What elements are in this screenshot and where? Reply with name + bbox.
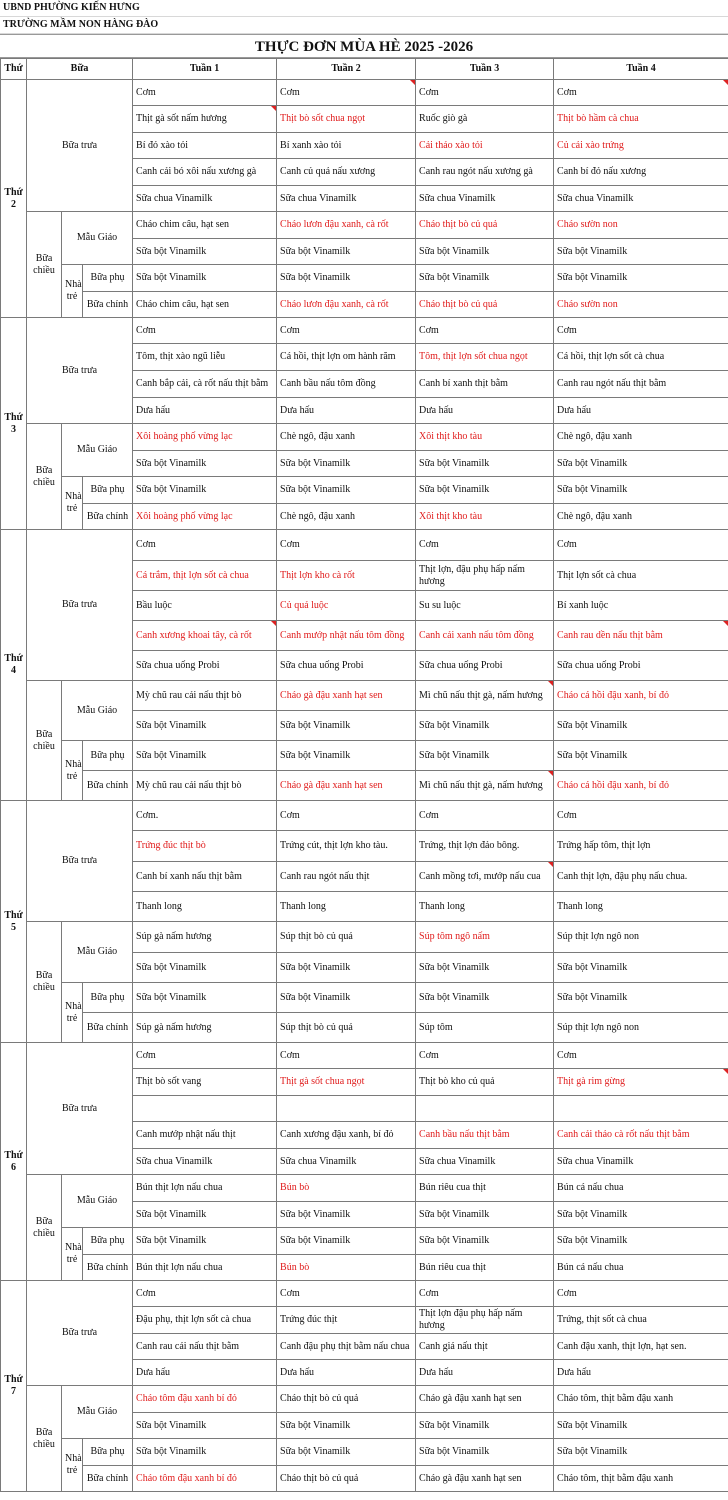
menu-cell: Cháo tôm đậu xanh bí đỏ	[133, 1386, 277, 1413]
menu-cell: Canh rau cải nấu thịt bằm	[133, 1334, 277, 1360]
col-week-3: Tuần 3	[416, 59, 554, 80]
menu-cell: Trứng, thịt sốt cà chua	[554, 1307, 728, 1334]
day-label: Thứ 4	[1, 530, 27, 801]
menu-cell: Cháo thịt bò củ quả	[416, 292, 554, 318]
menu-cell: Dưa hấu	[277, 1360, 416, 1386]
menu-cell: Canh mồng tơi, mướp nấu cua	[416, 862, 554, 892]
menu-cell: Sữa chua Vinamilk	[133, 1149, 277, 1175]
table-row	[1, 477, 728, 504]
menu-cell: Sữa bột Vinamilk	[554, 1228, 728, 1255]
menu-cell: Súp gà nấm hương	[133, 922, 277, 953]
menu-cell: Sữa bột Vinamilk	[416, 1413, 554, 1439]
col-week-1: Tuần 1	[133, 59, 277, 80]
meal-afternoon-label: Bữa chiều	[27, 922, 62, 1043]
bua-phu-label: Bữa phụ	[83, 1228, 133, 1255]
menu-cell: Sữa bột Vinamilk	[416, 1439, 554, 1466]
menu-cell: Cơm	[133, 1043, 277, 1069]
menu-cell: Bún riêu cua thịt	[416, 1255, 554, 1281]
menu-cell: Củ quả luộc	[277, 591, 416, 621]
menu-cell: Trứng hấp tôm, thịt lợn	[554, 831, 728, 862]
menu-cell: Canh xương đậu xanh, bí đỏ	[277, 1122, 416, 1149]
menu-cell: Súp thịt lợn ngô non	[554, 1013, 728, 1043]
menu-cell: Thịt bò sốt chua ngọt	[277, 106, 416, 133]
menu-cell: Cơm	[277, 530, 416, 561]
menu-cell: Cơm	[277, 1281, 416, 1307]
menu-cell: Dưa hấu	[416, 398, 554, 424]
group-mau-giao-label: Mẫu Giáo	[62, 1175, 133, 1228]
menu-cell: Mì chũ nấu thịt gà, nấm hương	[416, 681, 554, 711]
meal-afternoon-label: Bữa chiều	[27, 212, 62, 318]
menu-cell: Cháo thịt bò củ quả	[277, 1466, 416, 1492]
menu-cell: Sữa bột Vinamilk	[133, 265, 277, 292]
menu-cell: Cháo lươn đậu xanh, cà rốt	[277, 292, 416, 318]
menu-cell: Thịt bò hầm cà chua	[554, 106, 728, 133]
menu-cell: Cơm	[416, 318, 554, 344]
menu-cell: Sữa bột Vinamilk	[554, 477, 728, 504]
menu-cell: Canh xương khoai tây, cà rốt	[133, 621, 277, 651]
menu-cell: Sữa bột Vinamilk	[133, 1202, 277, 1228]
day-label: Thứ 6	[1, 1043, 27, 1281]
menu-cell: Cơm	[554, 318, 728, 344]
menu-cell: Súp tôm ngô nấm	[416, 922, 554, 953]
menu-cell: Thịt lợn đậu phụ hấp nấm hương	[416, 1307, 554, 1334]
menu-cell: Sữa bột Vinamilk	[133, 477, 277, 504]
menu-cell: Bún cá nấu chua	[554, 1255, 728, 1281]
menu-cell: Bún thịt lợn nấu chua	[133, 1255, 277, 1281]
menu-cell: Xôi thịt kho tàu	[416, 424, 554, 451]
menu-cell: Súp thịt lợn ngô non	[554, 922, 728, 953]
menu-cell: Cơm	[554, 1281, 728, 1307]
menu-cell: Sữa bột Vinamilk	[277, 711, 416, 741]
table-row	[1, 771, 728, 801]
menu-cell: Thịt gà sốt nấm hương	[133, 106, 277, 133]
menu-cell: Xôi hoàng phố vừng lạc	[133, 424, 277, 451]
menu-cell: Cháo chim câu, hạt sen	[133, 212, 277, 239]
table-row	[1, 1043, 728, 1069]
menu-cell: Sữa chua Vinamilk	[554, 186, 728, 212]
col-bua: Bữa	[27, 59, 133, 80]
group-mau-giao-label: Mẫu Giáo	[62, 212, 133, 265]
menu-cell: Sữa bột Vinamilk	[133, 1228, 277, 1255]
menu-cell: Sữa chua Vinamilk	[416, 1149, 554, 1175]
menu-cell: Cháo tôm, thịt bằm đậu xanh	[554, 1386, 728, 1413]
bua-chinh-label: Bữa chính	[83, 504, 133, 530]
menu-cell: Sữa chua uống Probi	[554, 651, 728, 681]
menu-cell: Sữa bột Vinamilk	[277, 741, 416, 771]
menu-cell: Trứng đúc thịt bò	[133, 831, 277, 862]
menu-cell: Canh cải xanh nấu tôm đồng	[416, 621, 554, 651]
menu-cell: Cháo cá hồi đậu xanh, bí đỏ	[554, 681, 728, 711]
menu-cell: Dưa hấu	[277, 398, 416, 424]
menu-cell: Củ cải xào trứng	[554, 133, 728, 159]
menu-cell: Cơm	[416, 801, 554, 831]
day-label: Thứ 7	[1, 1281, 27, 1492]
menu-cell: Sữa bột Vinamilk	[277, 1439, 416, 1466]
menu-cell: Cơm	[133, 80, 277, 106]
menu-cell: Sữa bột Vinamilk	[416, 741, 554, 771]
menu-cell: Trứng đúc thịt	[277, 1307, 416, 1334]
menu-cell: Sữa bột Vinamilk	[133, 953, 277, 983]
menu-cell: Canh giá nấu thịt	[416, 1334, 554, 1360]
group-nha-tre-label: Nhà trẻ	[62, 477, 83, 530]
menu-cell	[416, 1096, 554, 1122]
bua-chinh-label: Bữa chính	[83, 292, 133, 318]
menu-cell: Cháo tôm, thịt bằm đậu xanh	[554, 1466, 728, 1492]
menu-cell: Thịt gà rim gừng	[554, 1069, 728, 1096]
menu-cell: Cháo thịt bò củ quả	[416, 212, 554, 239]
menu-cell: Sữa chua Vinamilk	[416, 186, 554, 212]
menu-cell: Đậu phụ, thịt lợn sốt cà chua	[133, 1307, 277, 1334]
menu-cell: Cá hồi, thịt lợn sốt cà chua	[554, 344, 728, 371]
meal-lunch-label: Bữa trưa	[27, 530, 133, 681]
menu-cell: Thịt lợn kho cà rốt	[277, 561, 416, 591]
menu-cell: Sữa bột Vinamilk	[554, 953, 728, 983]
group-mau-giao-label: Mẫu Giáo	[62, 424, 133, 477]
table-row	[1, 1386, 728, 1413]
menu-cell: Xôi thịt kho tàu	[416, 504, 554, 530]
menu-cell: Thanh long	[277, 892, 416, 922]
menu-cell: Cháo sườn non	[554, 292, 728, 318]
menu-cell: Dưa hấu	[416, 1360, 554, 1386]
header-row	[1, 59, 728, 80]
menu-cell: Dưa hấu	[554, 398, 728, 424]
menu-cell: Thanh long	[554, 892, 728, 922]
menu-cell: Canh bí xanh nấu thịt bằm	[133, 862, 277, 892]
menu-cell: Cháo cá hồi đậu xanh, bí đỏ	[554, 771, 728, 801]
menu-cell	[133, 1096, 277, 1122]
col-week-4: Tuần 4	[554, 59, 728, 80]
menu-cell: Chè ngô, đậu xanh	[554, 504, 728, 530]
menu-cell: Súp gà nấm hương	[133, 1013, 277, 1043]
menu-cell: Cơm	[416, 530, 554, 561]
table-row	[1, 1228, 728, 1255]
menu-cell: Ruốc giò gà	[416, 106, 554, 133]
menu-cell: Sữa bột Vinamilk	[133, 239, 277, 265]
table-row	[1, 80, 728, 106]
menu-cell: Cơm	[554, 80, 728, 106]
table-row	[1, 292, 728, 318]
menu-cell: Tôm, thịt xào ngũ liễu	[133, 344, 277, 371]
menu-cell: Bún cá nấu chua	[554, 1175, 728, 1202]
menu-cell: Cháo gà đậu xanh hạt sen	[416, 1466, 554, 1492]
menu-cell: Cơm	[416, 1043, 554, 1069]
menu-cell: Cơm.	[133, 801, 277, 831]
menu-cell: Xôi hoàng phố vừng lạc	[133, 504, 277, 530]
menu-cell: Sữa bột Vinamilk	[416, 451, 554, 477]
menu-cell: Su su luộc	[416, 591, 554, 621]
menu-cell: Sữa chua Vinamilk	[277, 1149, 416, 1175]
col-thu: Thứ	[1, 59, 27, 80]
menu-cell: Canh củ quả nấu xương	[277, 159, 416, 186]
menu-cell: Sữa bột Vinamilk	[277, 1413, 416, 1439]
menu-cell: Sữa bột Vinamilk	[554, 265, 728, 292]
school-name: TRƯỜNG MẦM NON HÀNG ĐÀO	[0, 17, 728, 34]
table-row	[1, 530, 728, 561]
menu-cell: Sữa bột Vinamilk	[554, 239, 728, 265]
menu-cell: Bí đỏ xào tỏi	[133, 133, 277, 159]
bua-phu-label: Bữa phụ	[83, 983, 133, 1013]
table-row	[1, 801, 728, 831]
menu-cell: Trứng cút, thịt lợn kho tàu.	[277, 831, 416, 862]
menu-cell: Canh rau ngót nấu xương gà	[416, 159, 554, 186]
menu-cell: Dưa hấu	[554, 1360, 728, 1386]
table-row	[1, 1175, 728, 1202]
menu-cell: Mỳ chũ rau cải nấu thịt bò	[133, 771, 277, 801]
day-label: Thứ 5	[1, 801, 27, 1043]
menu-cell	[554, 1096, 728, 1122]
table-row	[1, 212, 728, 239]
menu-cell: Bún bò	[277, 1255, 416, 1281]
menu-cell: Sữa chua Vinamilk	[554, 1149, 728, 1175]
menu-cell: Sữa bột Vinamilk	[554, 711, 728, 741]
menu-cell: Cơm	[133, 530, 277, 561]
meal-afternoon-label: Bữa chiều	[27, 681, 62, 801]
table-row	[1, 1013, 728, 1043]
menu-cell: Cháo lươn đậu xanh, cà rốt	[277, 212, 416, 239]
menu-cell: Cháo gà đậu xanh hạt sen	[277, 681, 416, 711]
menu-cell: Sữa bột Vinamilk	[554, 1202, 728, 1228]
menu-body	[1, 80, 728, 1492]
menu-cell: Sữa bột Vinamilk	[133, 1439, 277, 1466]
menu-cell: Thịt lợn, đậu phụ hấp nấm hương	[416, 561, 554, 591]
menu-cell: Thanh long	[133, 892, 277, 922]
meal-afternoon-label: Bữa chiều	[27, 424, 62, 530]
menu-cell: Canh bầu nấu tôm đồng	[277, 371, 416, 398]
table-row	[1, 922, 728, 953]
menu-cell: Cơm	[277, 1043, 416, 1069]
table-row	[1, 318, 728, 344]
menu-cell: Sữa bột Vinamilk	[277, 1228, 416, 1255]
menu-cell: Cơm	[554, 1043, 728, 1069]
menu-cell: Canh bí xanh thịt bằm	[416, 371, 554, 398]
menu-cell: Sữa bột Vinamilk	[133, 1413, 277, 1439]
table-row	[1, 424, 728, 451]
group-nha-tre-label: Nhà trẻ	[62, 265, 83, 318]
menu-cell: Canh rau dền nấu thịt bằm	[554, 621, 728, 651]
menu-cell: Sữa bột Vinamilk	[416, 953, 554, 983]
table-row	[1, 1281, 728, 1307]
menu-cell: Sữa bột Vinamilk	[277, 953, 416, 983]
menu-cell: Sữa chua Vinamilk	[277, 186, 416, 212]
menu-cell: Dưa hấu	[133, 398, 277, 424]
table-row	[1, 504, 728, 530]
menu-cell: Canh bầu nấu thịt bằm	[416, 1122, 554, 1149]
menu-cell: Sữa bột Vinamilk	[133, 711, 277, 741]
menu-cell: Canh bí đỏ nấu xương	[554, 159, 728, 186]
menu-cell: Chè ngô, đậu xanh	[277, 424, 416, 451]
meal-lunch-label: Bữa trưa	[27, 1043, 133, 1175]
menu-cell: Sữa bột Vinamilk	[554, 1439, 728, 1466]
menu-cell: Bún riêu cua thịt	[416, 1175, 554, 1202]
menu-cell: Sữa bột Vinamilk	[416, 711, 554, 741]
menu-cell: Sữa bột Vinamilk	[277, 265, 416, 292]
menu-cell: Sữa bột Vinamilk	[416, 1202, 554, 1228]
menu-cell: Sữa chua uống Probi	[277, 651, 416, 681]
menu-cell: Bún thịt lợn nấu chua	[133, 1175, 277, 1202]
menu-table	[0, 58, 728, 1492]
table-row	[1, 741, 728, 771]
menu-cell: Sữa bột Vinamilk	[277, 1202, 416, 1228]
menu-cell: Sữa chua uống Probi	[133, 651, 277, 681]
menu-cell: Sữa bột Vinamilk	[554, 983, 728, 1013]
menu-cell: Sữa bột Vinamilk	[133, 451, 277, 477]
menu-cell: Cháo chim câu, hạt sen	[133, 292, 277, 318]
menu-cell: Sữa bột Vinamilk	[416, 477, 554, 504]
bua-chinh-label: Bữa chính	[83, 1466, 133, 1492]
bua-phu-label: Bữa phụ	[83, 1439, 133, 1466]
menu-cell: Cá hồi, thịt lợn om hành răm	[277, 344, 416, 371]
menu-cell: Mì chũ nấu thịt gà, nấm hương	[416, 771, 554, 801]
menu-cell: Thịt lợn sốt cà chua	[554, 561, 728, 591]
menu-cell: Mỳ chũ rau cải nấu thịt bò	[133, 681, 277, 711]
table-row	[1, 983, 728, 1013]
meal-lunch-label: Bữa trưa	[27, 80, 133, 212]
menu-cell: Canh mướp nhật nấu thịt	[133, 1122, 277, 1149]
menu-cell: Bí xanh luộc	[554, 591, 728, 621]
bua-phu-label: Bữa phụ	[83, 741, 133, 771]
menu-cell: Bí xanh xào tỏi	[277, 133, 416, 159]
menu-cell: Canh thịt lợn, đậu phụ nấu chua.	[554, 862, 728, 892]
bua-chinh-label: Bữa chính	[83, 1013, 133, 1043]
menu-cell: Thịt bò sốt vang	[133, 1069, 277, 1096]
menu-title: THỰC ĐƠN MÙA HÈ 2025 -2026	[0, 34, 728, 58]
day-label: Thứ 3	[1, 318, 27, 530]
menu-cell: Cơm	[133, 1281, 277, 1307]
group-nha-tre-label: Nhà trẻ	[62, 741, 83, 801]
bua-chinh-label: Bữa chính	[83, 1255, 133, 1281]
menu-cell: Chè ngô, đậu xanh	[554, 424, 728, 451]
menu-cell: Sữa bột Vinamilk	[416, 983, 554, 1013]
table-row	[1, 1255, 728, 1281]
menu-cell: Cải thảo xào tỏi	[416, 133, 554, 159]
menu-cell: Cơm	[133, 318, 277, 344]
menu-cell	[277, 1096, 416, 1122]
bua-phu-label: Bữa phụ	[83, 477, 133, 504]
menu-cell: Canh đậu xanh, thịt lợn, hạt sen.	[554, 1334, 728, 1360]
menu-cell: Cơm	[416, 1281, 554, 1307]
meal-lunch-label: Bữa trưa	[27, 318, 133, 424]
menu-cell: Sữa bột Vinamilk	[277, 983, 416, 1013]
table-row	[1, 1466, 728, 1492]
menu-cell: Canh rau ngót nấu thịt bằm	[554, 371, 728, 398]
menu-cell: Canh cải thảo cà rốt nấu thịt bằm	[554, 1122, 728, 1149]
menu-cell: Cơm	[277, 801, 416, 831]
group-nha-tre-label: Nhà trẻ	[62, 1228, 83, 1281]
menu-cell: Thịt gà sốt chua ngọt	[277, 1069, 416, 1096]
menu-cell: Thanh long	[416, 892, 554, 922]
menu-cell: Cháo tôm đậu xanh bí đỏ	[133, 1466, 277, 1492]
meal-lunch-label: Bữa trưa	[27, 801, 133, 922]
menu-cell: Canh mướp nhật nấu tôm đồng	[277, 621, 416, 651]
menu-cell: Sữa bột Vinamilk	[133, 983, 277, 1013]
meal-afternoon-label: Bữa chiều	[27, 1386, 62, 1492]
menu-cell: Sữa bột Vinamilk	[416, 265, 554, 292]
menu-cell: Cơm	[277, 318, 416, 344]
menu-cell: Dưa hấu	[133, 1360, 277, 1386]
menu-cell: Bún bò	[277, 1175, 416, 1202]
menu-cell: Cơm	[554, 530, 728, 561]
menu-cell: Bầu luộc	[133, 591, 277, 621]
menu-cell: Sữa bột Vinamilk	[133, 741, 277, 771]
menu-cell: Cơm	[554, 801, 728, 831]
menu-cell: Sữa bột Vinamilk	[277, 477, 416, 504]
menu-cell: Sữa bột Vinamilk	[416, 239, 554, 265]
menu-cell: Sữa bột Vinamilk	[277, 451, 416, 477]
menu-cell: Sữa bột Vinamilk	[277, 239, 416, 265]
menu-cell: Sữa chua uống Probi	[416, 651, 554, 681]
menu-cell: Cơm	[416, 80, 554, 106]
menu-cell: Tôm, thịt lợn sốt chua ngọt	[416, 344, 554, 371]
menu-cell: Canh đậu phụ thịt bằm nấu chua	[277, 1334, 416, 1360]
group-mau-giao-label: Mẫu Giáo	[62, 1386, 133, 1439]
menu-cell: Cá trắm, thịt lợn sốt cà chua	[133, 561, 277, 591]
table-row	[1, 681, 728, 711]
bua-chinh-label: Bữa chính	[83, 771, 133, 801]
menu-cell: Súp tôm	[416, 1013, 554, 1043]
table-row	[1, 265, 728, 292]
day-label: Thứ 2	[1, 80, 27, 318]
bua-phu-label: Bữa phụ	[83, 265, 133, 292]
group-nha-tre-label: Nhà trẻ	[62, 983, 83, 1043]
menu-cell: Sữa bột Vinamilk	[554, 451, 728, 477]
menu-cell: Cháo gà đậu xanh hạt sen	[416, 1386, 554, 1413]
group-mau-giao-label: Mẫu Giáo	[62, 681, 133, 741]
menu-cell: Sữa bột Vinamilk	[554, 741, 728, 771]
menu-cell: Chè ngô, đậu xanh	[277, 504, 416, 530]
group-nha-tre-label: Nhà trẻ	[62, 1439, 83, 1492]
menu-cell: Súp thịt bò củ quả	[277, 922, 416, 953]
menu-cell: Thịt bò kho củ quả	[416, 1069, 554, 1096]
ward-name: UBND PHƯỜNG KIẾN HƯNG	[0, 0, 728, 17]
menu-cell: Sữa bột Vinamilk	[416, 1228, 554, 1255]
menu-cell: Cháo thịt bò củ quả	[277, 1386, 416, 1413]
menu-cell: Cháo sườn non	[554, 212, 728, 239]
meal-lunch-label: Bữa trưa	[27, 1281, 133, 1386]
meal-afternoon-label: Bữa chiều	[27, 1175, 62, 1281]
menu-cell: Súp thịt bò củ quả	[277, 1013, 416, 1043]
menu-cell: Canh bắp cải, cà rốt nấu thịt bằm	[133, 371, 277, 398]
menu-cell: Cơm	[277, 80, 416, 106]
menu-cell: Trứng, thịt lợn đảo bông.	[416, 831, 554, 862]
menu-cell: Canh cải bó xôi nấu xương gà	[133, 159, 277, 186]
menu-cell: Sữa chua Vinamilk	[133, 186, 277, 212]
menu-cell: Canh rau ngót nấu thịt	[277, 862, 416, 892]
group-mau-giao-label: Mẫu Giáo	[62, 922, 133, 983]
table-row	[1, 1439, 728, 1466]
col-week-2: Tuần 2	[277, 59, 416, 80]
menu-cell: Cháo gà đậu xanh hạt sen	[277, 771, 416, 801]
menu-cell: Sữa bột Vinamilk	[554, 1413, 728, 1439]
